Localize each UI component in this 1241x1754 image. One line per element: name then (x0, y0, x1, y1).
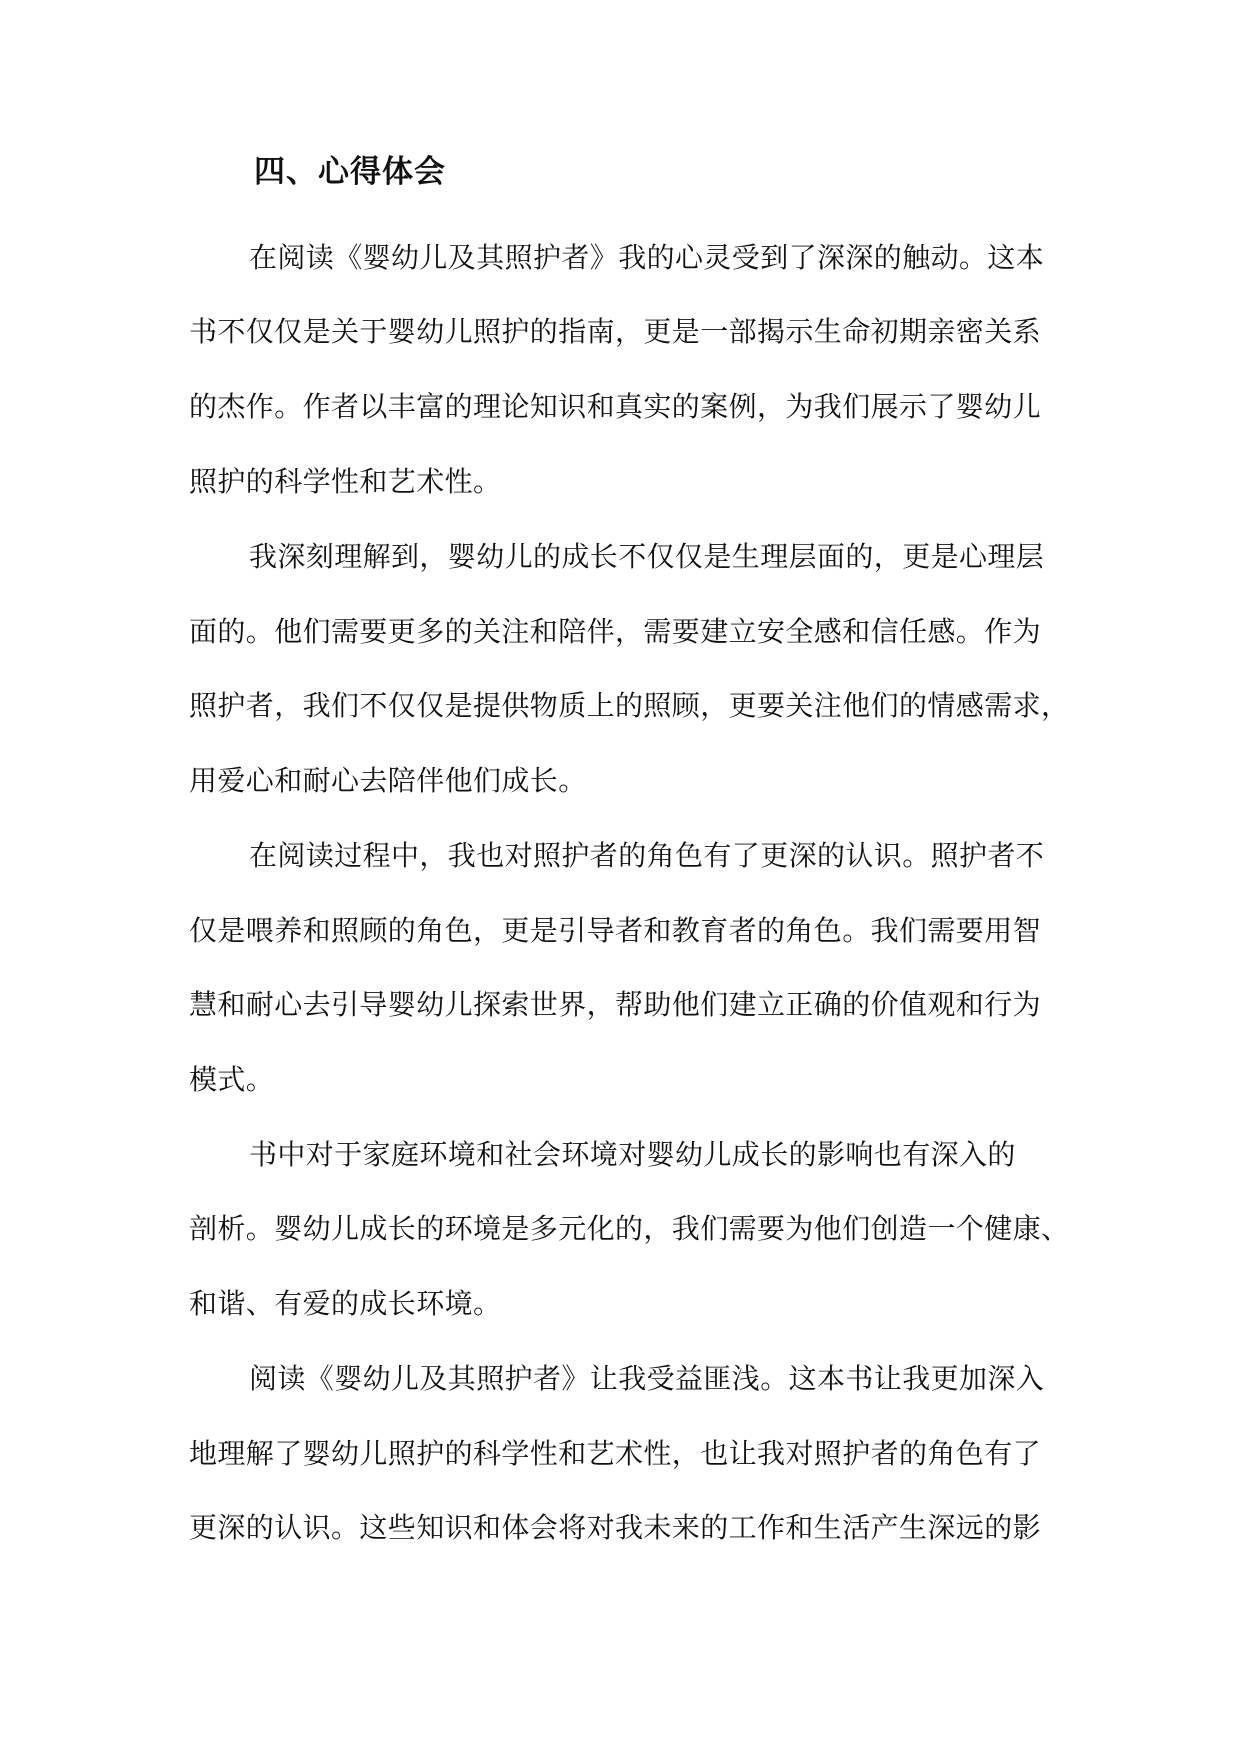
paragraph-5-line-3: 更深的认识。这些知识和体会将对我未来的工作和生活产生深远的影 (189, 1511, 1042, 1544)
paragraph-3-line-4: 模式。 (189, 1063, 275, 1096)
paragraph-5-line-2: 地理解了婴幼儿照护的科学性和艺术性，也让我对照护者的角色有了 (189, 1437, 1042, 1470)
paragraph-3-line-3: 慧和耐心去引导婴幼儿探索世界，帮助他们建立正确的价值观和行为 (189, 988, 1042, 1021)
paragraph-4-line-1: 书中对于家庭环境和社会环境对婴幼儿成长的影响也有深入的 (249, 1138, 1016, 1171)
paragraph-2-line-1: 我深刻理解到，婴幼儿的成长不仅仅是生理层面的，更是心理层 (249, 540, 1045, 573)
paragraph-2-line-4: 用爱心和耐心去陪伴他们成长。 (189, 764, 587, 797)
paragraph-4-line-3: 和谐、有爱的成长环境。 (189, 1287, 502, 1320)
paragraph-5-line-1: 阅读《婴幼儿及其照护者》让我受益匪浅。这本书让我更加深入 (249, 1362, 1045, 1395)
paragraph-1-line-1: 在阅读《婴幼儿及其照护者》我的心灵受到了深深的触动。这本 (249, 241, 1045, 274)
paragraph-1-line-4: 照护的科学性和艺术性。 (189, 465, 502, 498)
paragraph-4-line-2: 剖析。婴幼儿成长的环境是多元化的，我们需要为他们创造一个健康、 (189, 1212, 1070, 1245)
paragraph-2-line-2: 面的。他们需要更多的关注和陪伴，需要建立安全感和信任感。作为 (189, 615, 1042, 648)
paragraph-3-line-1: 在阅读过程中，我也对照护者的角色有了更深的认识。照护者不 (249, 839, 1045, 872)
paragraph-2-line-3: 照护者，我们不仅仅是提供物质上的照顾，更要关注他们的情感需求， (189, 689, 1070, 722)
paragraph-1-line-3: 的杰作。作者以丰富的理论知识和真实的案例，为我们展示了婴幼儿 (189, 390, 1042, 423)
paragraph-3-line-2: 仅是喂养和照顾的角色，更是引导者和教育者的角色。我们需要用智 (189, 914, 1042, 947)
section-heading: 四、心得体会 (254, 154, 446, 190)
paragraph-1-line-2: 书不仅仅是关于婴幼儿照护的指南，更是一部揭示生命初期亲密关系 (189, 315, 1042, 348)
